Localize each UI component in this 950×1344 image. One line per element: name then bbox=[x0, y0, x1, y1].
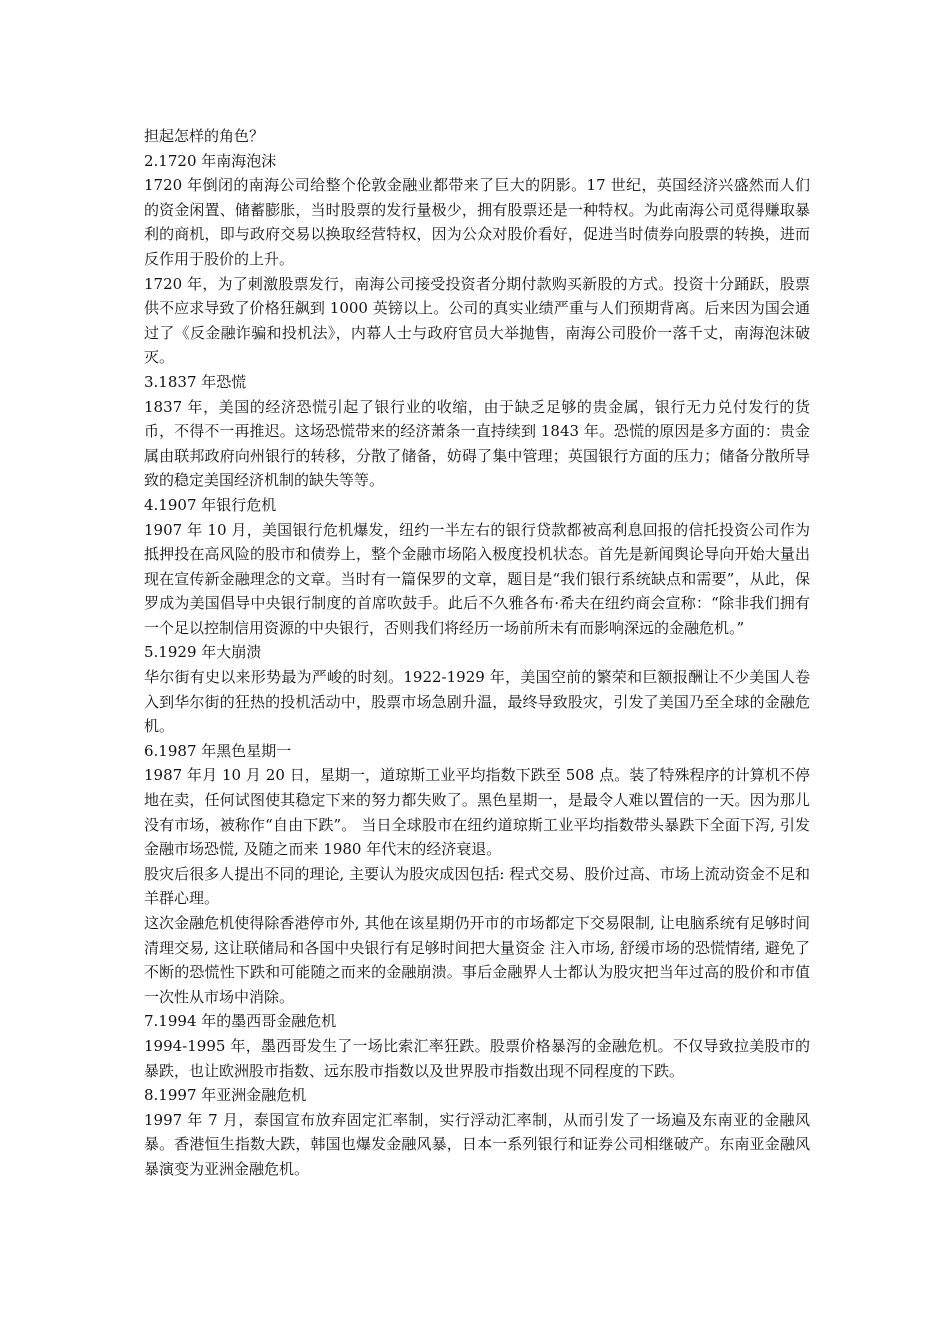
section-heading-1837-panic: 3.1837 年恐慌 bbox=[144, 372, 247, 391]
document-body bbox=[144, 124, 810, 1182]
paragraph-1929-crash: 华尔街有史以来形势最为严峻的时刻。1922-1929 年，美国空前的繁荣和巨额报酬让不少美国人卷入到华尔街的狂热的投机活动中，股票市场急剧升温，最终导致股灾，引发了美国乃至全球的金融危机。 bbox=[144, 668, 810, 736]
paragraph-1997-asian-crisis: 1997 年 7 月，泰国宣布放弃固定汇率制，实行浮动汇率制，从而引发了一场遍及东南亚的金融风暴。香港恒生指数大跌，韩国也爆发金融风暴，日本一系列银行和证券公司相继破产。东南亚金融风暴演变为亚洲金融危机。 bbox=[144, 1110, 810, 1178]
section-heading-1929-crash: 5.1929 年大崩溃 bbox=[144, 643, 262, 662]
section-heading-1907-bank-crisis: 4.1907 年银行危机 bbox=[144, 495, 277, 514]
paragraph-black-monday-3: 这次金融危机使得除香港停市外, 其他在该星期仍开市的市场都定下交易限制, 让电脑系统有足够时间清理交易, 这让联储局和各国中央银行有足够时间把大量资金 注入市场, 舒缓市场的恐慌情绪, 避免了不断的恐慌性下跌和可能随之而来的金融崩溃。事后金融界人士都认为股灾把当年过高的股价和市值一次性从市场中消除。 bbox=[144, 914, 810, 1006]
intro-line: 担起怎样的角色？ bbox=[144, 127, 265, 145]
section-heading-1997-asian-crisis: 8.1997 年亚洲金融危机 bbox=[144, 1086, 307, 1105]
paragraph-south-sea-1: 1720 年倒闭的南海公司给整个伦敦金融业都带来了巨大的阴影。17 世纪，英国经济兴盛然而人们的资金闲置、储蓄膨胀，当时股票的发行量极少，拥有股票还是一种特权。为此南海公司觅得赚取暴利的商机，即与政府交易以换取经营特权，因为公众对股价看好，促进当时债券向股票的转换，进而反作用于股价的上升。 bbox=[144, 176, 810, 268]
paragraph-black-monday-2: 股灾后很多人提出不同的理论, 主要认为股灾成因包括: 程式交易、股价过高、市场上流动资金不足和羊群心理。 bbox=[144, 864, 810, 908]
paragraph-1907-bank-crisis: 1907 年 10 月，美国银行危机爆发，纽约一半左右的银行贷款都被高利息回报的信托投资公司作为抵押投在高风险的股市和债券上，整个金融市场陷入极度投机状态。首先是新闻舆论导向开始大量出现在宣传新金融理念的文章。当时有一篇保罗的文章，题目是“我们银行系统缺点和需要”，从此，保罗成为美国倡导中央银行制度的首席吹鼓手。此后不久雅各布·希夫在纽约商会宣称：“除非我们拥有一个足以控制信用资源的中央银行，否则我们将经历一场前所未有而影响深远的金融危机。” bbox=[144, 520, 810, 637]
paragraph-black-monday-1: 1987 年月 10 月 20 日，星期一，道琼斯工业平均指数下跌至 508 点。装了特殊程序的计算机不停地在卖，任何试图使其稳定下来的努力都失败了。黑色星期一，是最令人难以置信的一天。因为那儿没有市场，被称作“自由下跌”。 当日全球股市在纽约道琼斯工业平均指数带头暴跌下全面下泻, 引发金融市场恐慌, 及随之而来 1980 年代末的经济衰退。 bbox=[144, 766, 810, 859]
section-heading-south-sea-bubble: 2.1720 年南海泡沫 bbox=[144, 151, 277, 170]
paragraph-south-sea-2: 1720 年，为了刺激股票发行，南海公司接受投资者分期付款购买新股的方式。投资十分踊跃，股票供不应求导致了价格狂飙到 1000 英镑以上。公司的真实业绩严重与人们预期背离。后来因为国会通过了《反金融诈骗和投机法》，内幕人士与政府官员大举抛售，南海公司股价一落千丈，南海泡沫破灭。 bbox=[144, 274, 810, 367]
section-heading-1994-mexico-crisis: 7.1994 年的墨西哥金融危机 bbox=[144, 1012, 337, 1031]
paragraph-1994-mexico-crisis: 1994-1995 年，墨西哥发生了一场比索汇率狂跌。股票价格暴泻的金融危机。不仅导致拉美股市的暴跌，也让欧洲股市指数、远东股市指数以及世界股市指数出现不同程度的下跌。 bbox=[144, 1036, 810, 1080]
paragraph-1837-panic: 1837 年，美国的经济恐慌引起了银行业的收缩，由于缺乏足够的贵金属，银行无力兑付发行的货币，不得不一再推迟。这场恐慌带来的经济萧条一直持续到 1843 年。恐慌的原因是多方面的：贵金属由联邦政府向州银行的转移，分散了储备，妨碍了集中管理；英国银行方面的压力；储备分散所导致的稳定美国经济机制的缺失等等。 bbox=[144, 397, 810, 490]
section-heading-1987-black-monday: 6.1987 年黑色星期一 bbox=[144, 741, 292, 760]
